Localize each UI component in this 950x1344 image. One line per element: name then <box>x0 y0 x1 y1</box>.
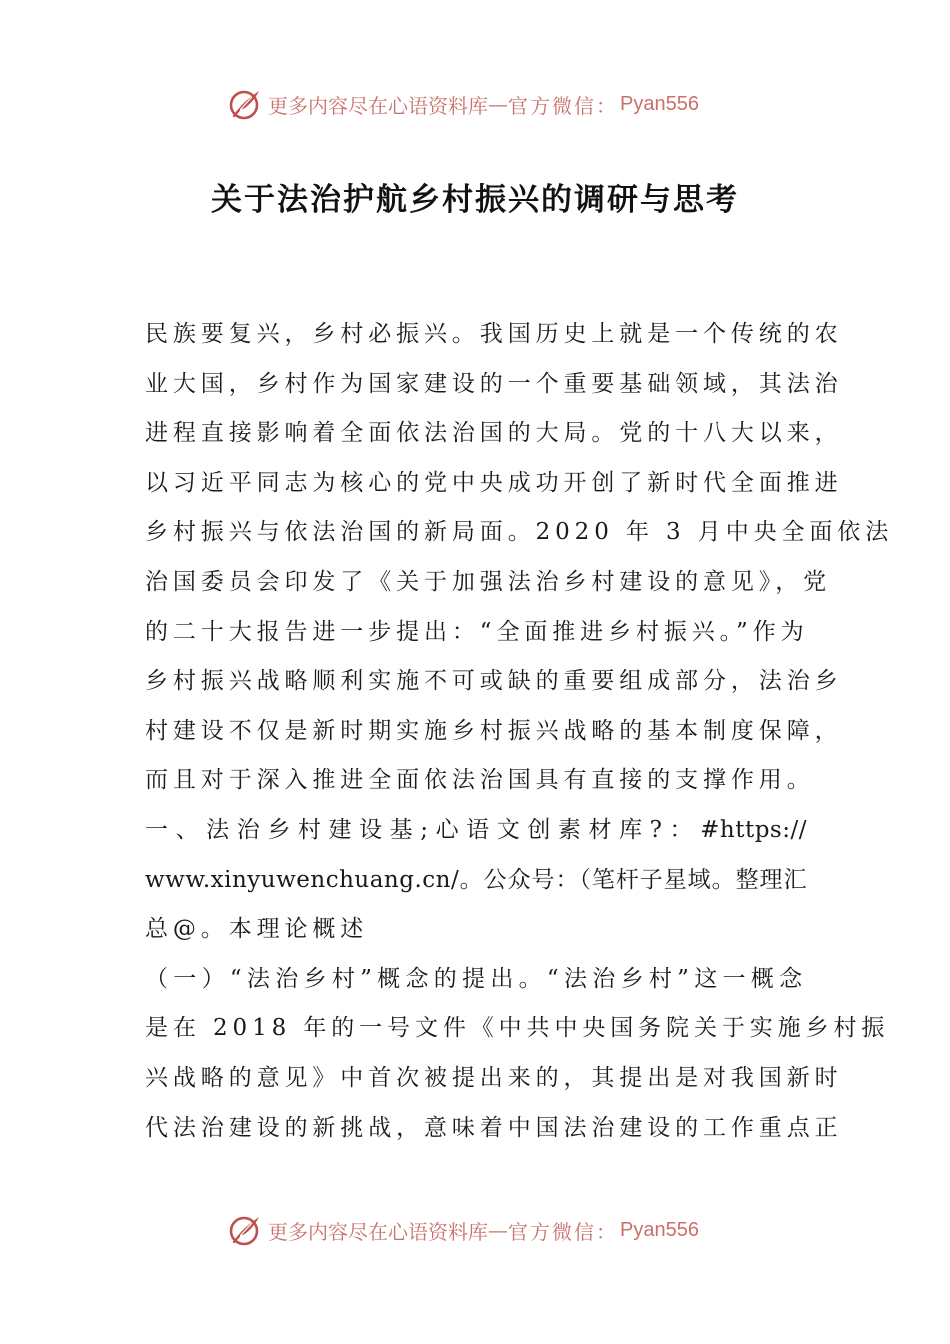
body-line: 业大国，乡村作为国家建设的一个重要基础领域，其法治 <box>145 370 843 397</box>
body-line: 是在 2018 年的一号文件《中共中央国务院关于实施乡村振 <box>145 1015 890 1042</box>
banner-wechat-label: 官方微信： <box>508 93 618 118</box>
banner-wechat-label: 官方微信： <box>508 1219 618 1244</box>
document-body <box>145 310 894 1153</box>
banner-dash: — <box>488 92 508 116</box>
body-line: 而且对于深入推进全面依法治国具有直接的支撑作用。 <box>145 767 815 794</box>
header-banner <box>228 84 699 124</box>
body-line: www.xinyuwenchuang.cn/。公众号：（笔杆子星域。整理汇 <box>145 866 807 893</box>
section-heading-line: 一、法治乡村建设基;心语文创素材库?：#https:// <box>145 816 807 843</box>
banner-site-text: 更多内容尽在心语资料库 <box>268 93 488 118</box>
body-line: 的二十大报告进一步提出：“全面推进乡村振兴。”作为 <box>145 618 809 645</box>
body-line: 民族要复兴，乡村必振兴。我国历史上就是一个传统的农 <box>145 321 843 347</box>
quill-logo-icon <box>228 1212 264 1248</box>
subsection-line: （一）“法治乡村”概念的提出。“法治乡村”这一概念 <box>145 965 807 992</box>
body-line: 乡村振兴与依法治国的新局面。2020 年 3 月中央全面依法 <box>145 519 894 546</box>
body-line: 兴战略的意见》中首次被提出来的，其提出是对我国新时 <box>145 1064 843 1091</box>
body-line: 总@。本理论概述 <box>145 916 369 943</box>
body-line: 村建设不仅是新时期实施乡村振兴战略的基本制度保障， <box>145 717 843 744</box>
banner-site-text: 更多内容尽在心语资料库 <box>268 1219 488 1244</box>
document-title: 关于法治护航乡村振兴的调研与思考 <box>211 182 739 218</box>
banner-wechat-id: Pyan556 <box>620 1218 699 1241</box>
body-line: 以习近平同志为核心的党中央成功开创了新时代全面推进 <box>145 469 843 496</box>
quill-logo-icon <box>228 86 264 122</box>
body-line: 治国委员会印发了《关于加强法治乡村建设的意见》，党 <box>145 568 831 595</box>
banner-wechat-id: Pyan556 <box>620 92 699 115</box>
footer-banner <box>228 1210 699 1250</box>
body-line: 进程直接影响着全面依法治国的大局。党的十八大以来， <box>145 420 843 447</box>
body-line: 乡村振兴战略顺利实施不可或缺的重要组成部分，法治乡 <box>145 668 843 695</box>
body-line: 代法治建设的新挑战，意味着中国法治建设的工作重点正 <box>145 1114 843 1141</box>
banner-dash: — <box>488 1218 508 1242</box>
